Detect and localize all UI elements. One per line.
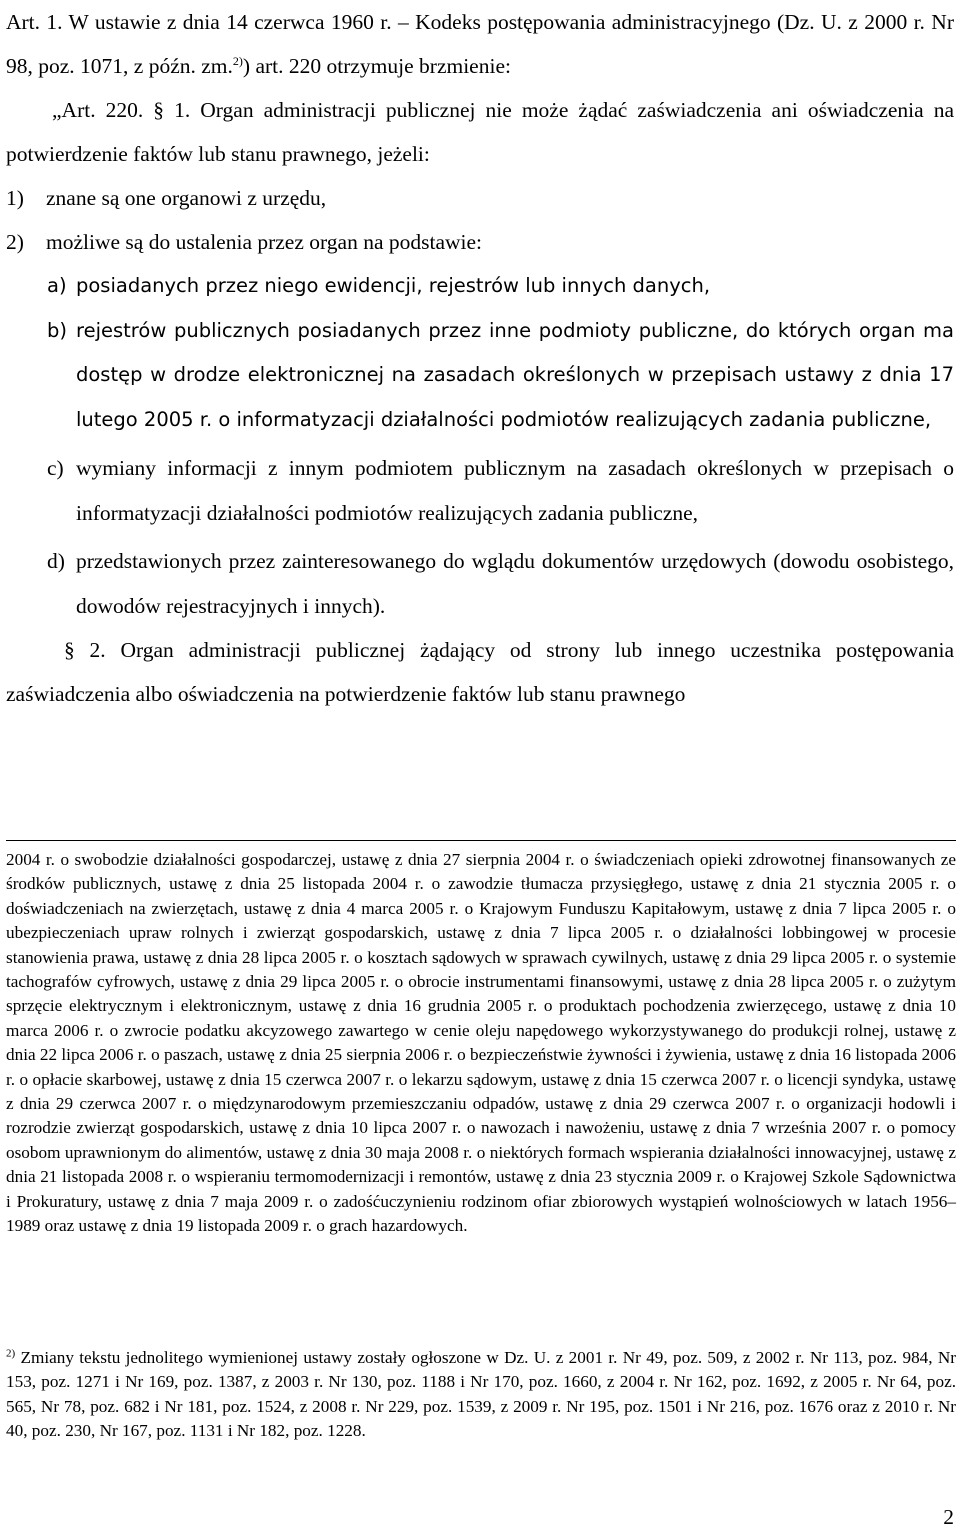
footnote-mark: 2): [6, 1347, 16, 1360]
subpoint-letter: a): [47, 274, 67, 297]
footnote-2-text: Zmiany tekstu jednolitego wymienionej ustawy zostały ogłoszone w Dz. U. z 2001 r. Nr 49, poz. 509, z 2002 r. Nr 113, poz. 984, Nr 153, poz. 1271 i Nr 169, poz. 1387, z 2003 r. Nr 130, poz. 1188 i Nr 170, poz. 1660, z 2004 r. Nr 162, poz. 1692, z 2005 r. Nr 64, poz. 565, Nr 78, poz. 682 i Nr 181, poz. 1524, z 2008 r. Nr 229, poz. 1539, z 2009 r. Nr 195, poz. 1501 i Nr 216, poz. 1676 oraz z 2010 r. Nr 40, poz. 230, Nr 167, poz. 1131 i Nr 182, poz. 1228.: [6, 1348, 957, 1441]
art-220-par-1: [0, 88, 960, 176]
subpoint-a: [0, 264, 960, 309]
art-text: Organ administracji publicznej nie może żądać zaświadczenia ani oświadczenia na potwierdzenie faktów lub stanu prawnego, jeżeli:: [6, 98, 954, 166]
subpoint-letter: b): [47, 318, 67, 342]
subpoint-b: [0, 309, 960, 443]
art-220-par-2: [0, 628, 960, 716]
subpoint-letter: d): [47, 549, 65, 573]
subpoint-text: rejestrów publicznych posiadanych przez inne podmioty publiczne, do których organ ma dostęp w drodze elektronicznej na zasadach określonych w przepisach ustawy z dnia 17 lutego 2005 r. o informatyzacji działalności podmiotów realizujących zadania publiczne,: [76, 318, 954, 431]
footnote-separator: [6, 840, 956, 841]
point-1: [0, 176, 960, 220]
footnote-ref: 2): [232, 53, 243, 68]
point-text: znane są one organowi z urzędu,: [46, 186, 327, 210]
main-text: [0, 0, 960, 716]
intro-paragraph: [0, 0, 960, 88]
subpoint-letter: c): [47, 456, 64, 480]
par2-text: Organ administracji publicznej żądający od strony lub innego uczestnika postępowania zaświadczenia albo oświadczenia na potwierdzenie faktów lub stanu prawnego: [6, 638, 955, 706]
subpoint-c: [0, 446, 960, 535]
subpoint-list: [0, 264, 960, 442]
point-text: możliwe są do ustalenia przez organ na podstawie:: [46, 230, 483, 254]
par2-label: § 2.: [64, 638, 106, 662]
point-2: [0, 220, 960, 264]
art-label: „Art. 220. § 1.: [52, 98, 191, 122]
page-number: 2: [943, 1505, 954, 1529]
intro-tail: ) art. 220 otrzymuje brzmienie:: [242, 54, 511, 78]
subpoint-text: wymiany informacji z innym podmiotem publicznym na zasadach określonych w przepisach o informatyzacji działalności podmiotów realizujących zadania publiczne,: [76, 456, 954, 525]
intro-lead: Art. 1. W ustawie z dnia 14 czerwca 1960 r. – Kodeks postępowania administracyjnego (Dz. U. z 2000 r. Nr 98, poz. 1071, z późn. zm.: [6, 10, 954, 78]
footnote-continuation: 2004 r. o swobodzie działalności gospodarczej, ustawę z dnia 27 sierpnia 2004 r. o świadczeniach opieki zdrowotnej finansowanych ze środków publicznych, ustawę z dnia 25 listopada 2004 r. o zawodzie tłumacza przysięgłego, ustawę z dnia 21 stycznia 2005 r. o doświadczeniach na zwierzętach, ustawę z dnia 4 marca 2005 r. o Krajowym Funduszu Kapitałowym, ustawę z dnia 7 lipca 2005 r. o ubezpieczeniach upraw rolnych i zwierząt gospodarskich, ustawę z dnia 7 lipca 2005 r. o działalności lobbingowej w procesie stanowienia prawa, ustawę z dnia 28 lipca 2005 r. o kosztach sądowych w sprawach cywilnych, ustawę z dnia 29 lipca 2005 r. o systemie tachografów cyfrowych, ustawę z dnia 29 lipca 2005 r. o obrocie instrumentami finansowymi, ustawę z dnia 28 lipca 2005 r. o zużytym sprzęcie elektrycznym i elektronicznym, ustawę z dnia 16 grudnia 2005 r. o produktach pochodzenia zwierzęcego, ustawę z dnia 10 marca 2006 r. o zwrocie podatku akcyzowego zawartego w cenie oleju napędowego wykorzystywanego do produkcji rolnej, ustawę z dnia 22 lipca 2006 r. o paszach, ustawę z dnia 25 sierpnia 2006 r. o bezpieczeństwie żywności i żywienia, ustawę z dnia 16 listopada 2006 r. o opłacie skarbowej, ustawę z dnia 15 czerwca 2007 r. o lekarzu sądowym, ustawę z dnia 15 czerwca 2007 r. o licencji syndyka, ustawę z dnia 29 czerwca 2007 r. o międzynarodowym przemieszczaniu odpadów, ustawę z dnia 29 czerwca 2007 r. o organizacji hodowli i rozrodzie zwierząt gospodarskich, ustawę z dnia 10 lipca 2007 r. o nawozach i nawożeniu, ustawę z dnia 7 września 2007 r. o pomocy osobom uprawnionym do alimentów, ustawę z dnia 30 maja 2008 r. o niektórych formach wspierania działalności innowacyjnej, ustawę z dnia 21 listopada 2008 r. o wspieraniu termomodernizacji i remontów, ustawę z dnia 23 stycznia 2009 r. o Krajowej Szkole Sądownictwa i Prokuratury, ustawę z dnia 7 maja 2009 r. o zadośćuczynieniu rodzinom ofiar zbiorowych wystąpień wolnościowych w latach 1956–1989 oraz ustawę z dnia 19 listopada 2009 r. o grach hazardowych.: [6, 850, 956, 1236]
subpoint-text: przedstawionych przez zainteresowanego do wglądu dokumentów urzędowych (dowodu osobistego, dowodów rejestracyjnych i innych).: [76, 549, 954, 618]
subpoint-d: [0, 539, 960, 628]
footnote-2: [6, 1346, 956, 1444]
point-number: 1): [6, 186, 24, 210]
subpoint-text: posiadanych przez niego ewidencji, rejestrów lub innych danych,: [76, 274, 711, 297]
point-number: 2): [6, 230, 24, 254]
